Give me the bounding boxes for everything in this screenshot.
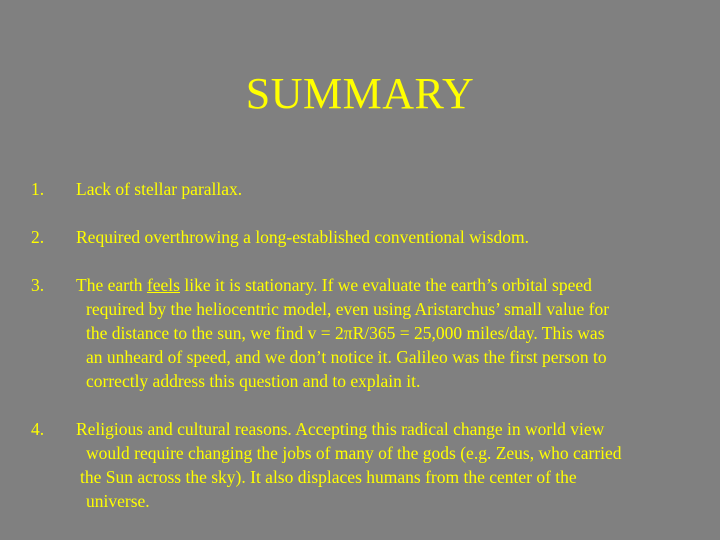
item-line: Required overthrowing a long-established conventional wisdom. (76, 227, 529, 247)
item-line: universe. (86, 491, 150, 511)
item-line: the distance to the sun, we find v = 2πR/365 = 25,000 miles/day. This was (86, 323, 605, 343)
item-line: an unheard of speed, and we don’t notice it. Galileo was the first person to (86, 347, 607, 367)
item-number: 1. (31, 179, 45, 199)
item-text (76, 273, 706, 393)
item-line: required by the heliocentric model, even using Aristarchus’ small value for (86, 299, 610, 319)
item-line-suffix: like it is stationary. If we evaluate the earth’s orbital speed (179, 275, 592, 295)
item-number: 4. (31, 419, 45, 439)
item-line: correctly address this question and to explain it. (86, 371, 421, 391)
item-first-line (76, 273, 706, 297)
item-text (76, 225, 706, 249)
emphasis-text: feels (146, 275, 180, 295)
item-line-prefix: The earth (76, 275, 147, 295)
item-line: Religious and cultural reasons. Accepting this radical change in world view (76, 419, 605, 439)
item-line: Lack of stellar parallax. (76, 179, 243, 199)
slide-title: SUMMARY (245, 69, 475, 118)
item-number: 3. (31, 275, 45, 295)
item-text (76, 177, 706, 201)
item-text (76, 417, 706, 513)
item-number: 2. (31, 227, 45, 247)
item-line: the Sun across the sky). It also displaces humans from the center of the (80, 467, 577, 487)
item-line: would require changing the jobs of many of the gods (e.g. Zeus, who carried (86, 443, 622, 463)
